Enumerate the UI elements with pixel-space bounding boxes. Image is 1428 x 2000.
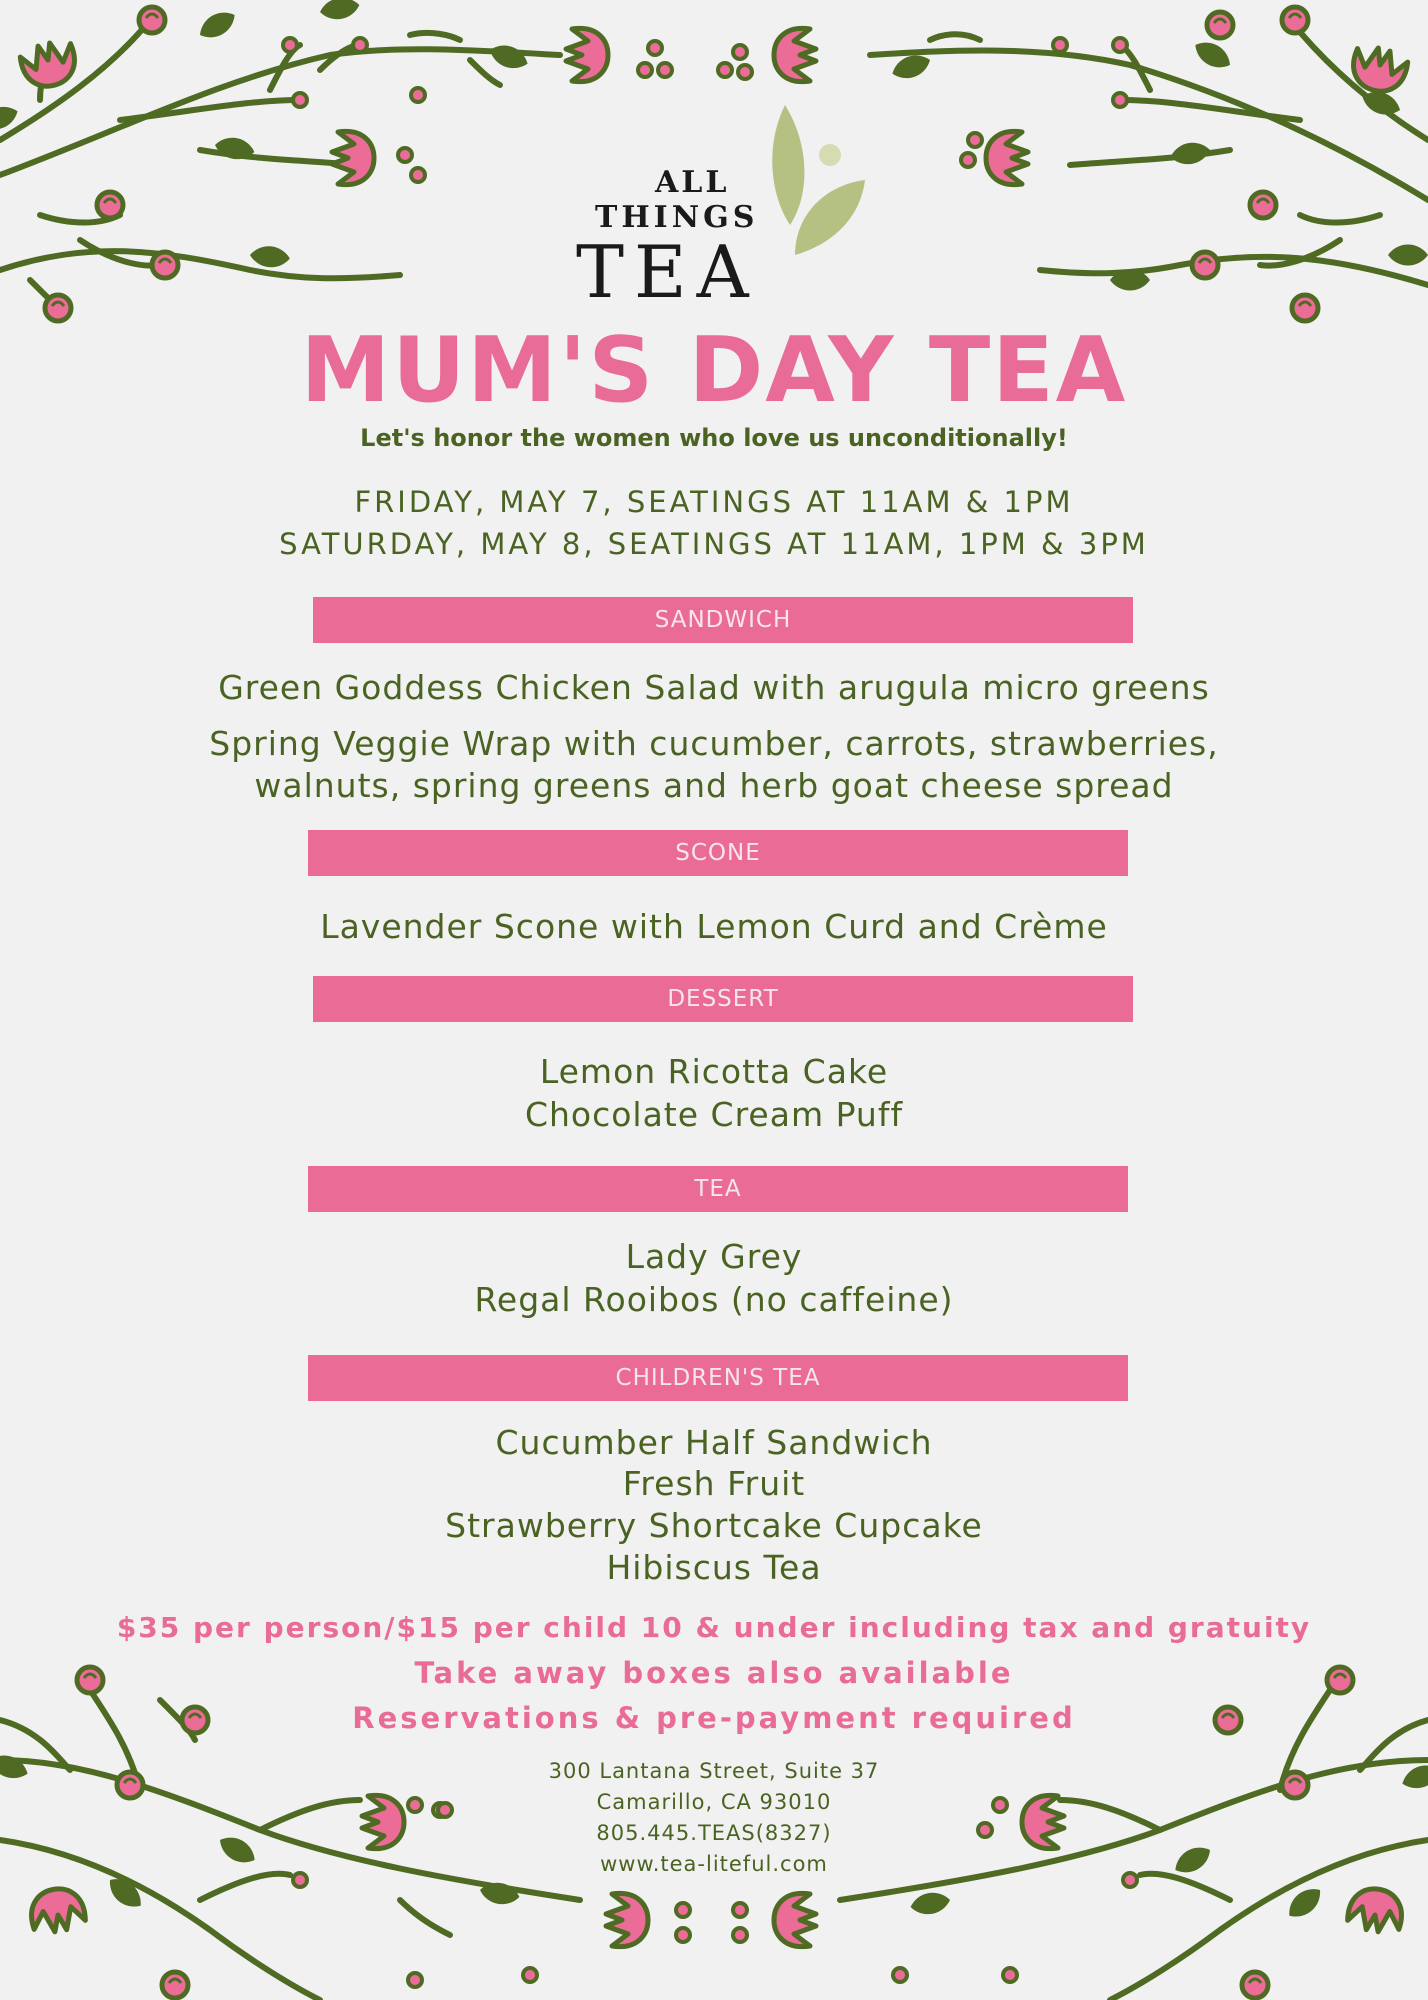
menu-item: Cucumber Half Sandwich <box>495 1423 933 1462</box>
section-header-scone: SCONE <box>308 830 1128 876</box>
menu-item: Lady Grey <box>625 1237 803 1276</box>
reservation-line: Reservations & pre-payment required <box>352 1701 1076 1735</box>
menu-item: Lemon Ricotta Cake <box>539 1052 889 1091</box>
menu-item: Green Goddess Chicken Salad with arugula micro greens <box>218 668 1210 707</box>
menu-item: Fresh Fruit <box>622 1464 806 1503</box>
section-header-dessert: DESSERT <box>313 976 1133 1022</box>
section-header-sandwich: SANDWICH <box>313 597 1133 643</box>
logo-line-3: TEA <box>576 230 759 314</box>
section-header-tea: TEA <box>308 1166 1128 1212</box>
takeaway-line: Take away boxes also available <box>414 1656 1014 1690</box>
phone-number: 805.445.TEAS(8327) <box>596 1821 832 1845</box>
subtitle: Let's honor the women who love us unconditionally! <box>360 424 1068 452</box>
address-city: Camarillo, CA 93010 <box>596 1790 832 1814</box>
menu-item: Chocolate Cream Puff <box>524 1095 904 1134</box>
pricing-line: $35 per person/$15 per child 10 & under including tax and gratuity <box>116 1611 1312 1644</box>
menu-item: Strawberry Shortcake Cupcake <box>445 1506 983 1545</box>
page-title: MUM'S DAY TEA <box>300 318 1128 423</box>
menu-item: Spring Veggie Wrap with cucumber, carrots, strawberries, <box>209 724 1219 763</box>
logo <box>560 100 860 320</box>
seating-date-friday: FRIDAY, MAY 7, SEATINGS AT 11AM & 1PM <box>354 485 1074 519</box>
logo-line-2: THINGS <box>595 200 759 235</box>
menu-item: walnuts, spring greens and herb goat cheese spread <box>254 766 1174 805</box>
section-header-childrens-tea: CHILDREN'S TEA <box>308 1355 1128 1401</box>
menu-item: Lavender Scone with Lemon Curd and Crème <box>320 907 1108 946</box>
address-street: 300 Lantana Street, Suite 37 <box>548 1759 880 1783</box>
menu-item: Regal Rooibos (no caffeine) <box>474 1280 954 1319</box>
seating-date-saturday: SATURDAY, MAY 8, SEATINGS AT 11AM, 1PM & 3PM <box>279 527 1149 561</box>
tea-leaf-icon <box>745 105 875 275</box>
menu-item: Hibiscus Tea <box>606 1548 822 1587</box>
logo-line-1: ALL <box>655 165 730 200</box>
website-link[interactable]: www.tea-liteful.com <box>600 1852 828 1876</box>
